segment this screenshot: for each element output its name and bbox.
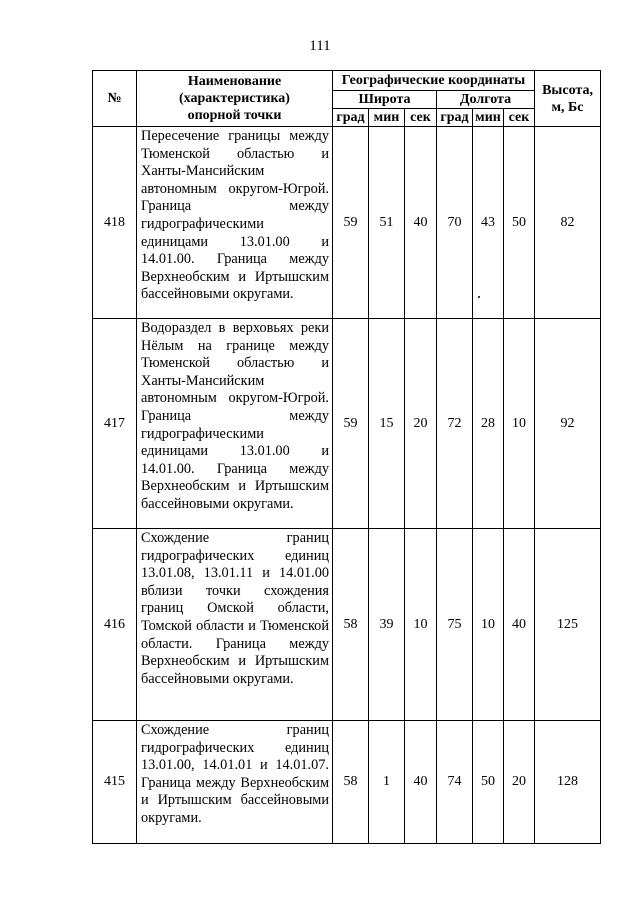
row-number: 416 [93, 529, 137, 721]
height-value: 125 [535, 529, 601, 721]
lat-min: 1 [369, 721, 405, 844]
header-geo-coordinates: Географические координаты [333, 71, 535, 91]
lon-sec: 50 [504, 127, 535, 319]
header-name-line: Наименование [187, 74, 282, 89]
lon-sec: 10 [504, 319, 535, 529]
coordinates-table [92, 70, 601, 844]
lon-min: 43 [473, 127, 504, 319]
table-row [93, 529, 601, 721]
header-number: № [93, 71, 137, 127]
row-number: 417 [93, 319, 137, 529]
lon-deg: 74 [437, 721, 473, 844]
table-row [93, 127, 601, 319]
height-value: 82 [535, 127, 601, 319]
height-value: 92 [535, 319, 601, 529]
scan-speck [478, 296, 480, 298]
lat-sec: 20 [405, 319, 437, 529]
header-name-line: (характеристика) [179, 91, 290, 106]
header-height: Высота, м, Бс [535, 71, 601, 127]
header-lat-min: мин [369, 109, 405, 127]
header-latitude: Широта [333, 91, 437, 109]
row-description: Пересечение границы между Тюменской областью и Ханты-Мансийским автономным округом-Югрой. Граница между гидрографическими единицами 13.01.00 и 14.01.00. Граница между Верхнеобским и Иртышским бассейновыми округами. [137, 127, 333, 319]
lon-min: 50 [473, 721, 504, 844]
table-row [93, 319, 601, 529]
lat-min: 51 [369, 127, 405, 319]
lat-sec: 40 [405, 127, 437, 319]
lat-min: 15 [369, 319, 405, 529]
lat-min: 39 [369, 529, 405, 721]
header-lon-deg: град [437, 109, 473, 127]
lon-sec: 40 [504, 529, 535, 721]
lon-deg: 70 [437, 127, 473, 319]
table-row [93, 721, 601, 844]
header-lon-sec: сек [504, 109, 535, 127]
lat-deg: 58 [333, 721, 369, 844]
lon-deg: 75 [437, 529, 473, 721]
row-description: Водораздел в верховьях реки Нёлым на границе между Тюменской областью и Ханты-Мансийским автономным округом-Югрой. Граница между гидрографическими единицами 13.01.00 и 14.01.00. Граница между Верхнеобским и Иртышским бассейновыми округами. [137, 319, 333, 529]
lon-sec: 20 [504, 721, 535, 844]
lat-deg: 59 [333, 319, 369, 529]
row-description: Схождение границ гидрографических единиц 13.01.00, 14.01.01 и 14.01.07. Граница между Верхнеобским и Иртышским бассейновыми округами. [137, 721, 333, 844]
header-longitude: Долгота [437, 91, 535, 109]
header-lat-sec: сек [405, 109, 437, 127]
lat-deg: 58 [333, 529, 369, 721]
lon-min: 10 [473, 529, 504, 721]
header-name [137, 71, 333, 127]
lat-deg: 59 [333, 127, 369, 319]
lon-min: 28 [473, 319, 504, 529]
row-number: 418 [93, 127, 137, 319]
header-lat-deg: град [333, 109, 369, 127]
height-value: 128 [535, 721, 601, 844]
lat-sec: 10 [405, 529, 437, 721]
row-description: Схождение границ гидрографических единиц 13.01.08, 13.01.11 и 14.01.00 вблизи точки схождения границ Омской области, Томской области и Тюменской области. Граница между Верхнеобским и Иртышским бассейновыми округами. [137, 529, 333, 721]
lon-deg: 72 [437, 319, 473, 529]
header-name-line: опорной точки [187, 108, 282, 123]
row-number: 415 [93, 721, 137, 844]
header-lon-min: мин [473, 109, 504, 127]
lat-sec: 40 [405, 721, 437, 844]
page-number: 111 [309, 38, 331, 54]
